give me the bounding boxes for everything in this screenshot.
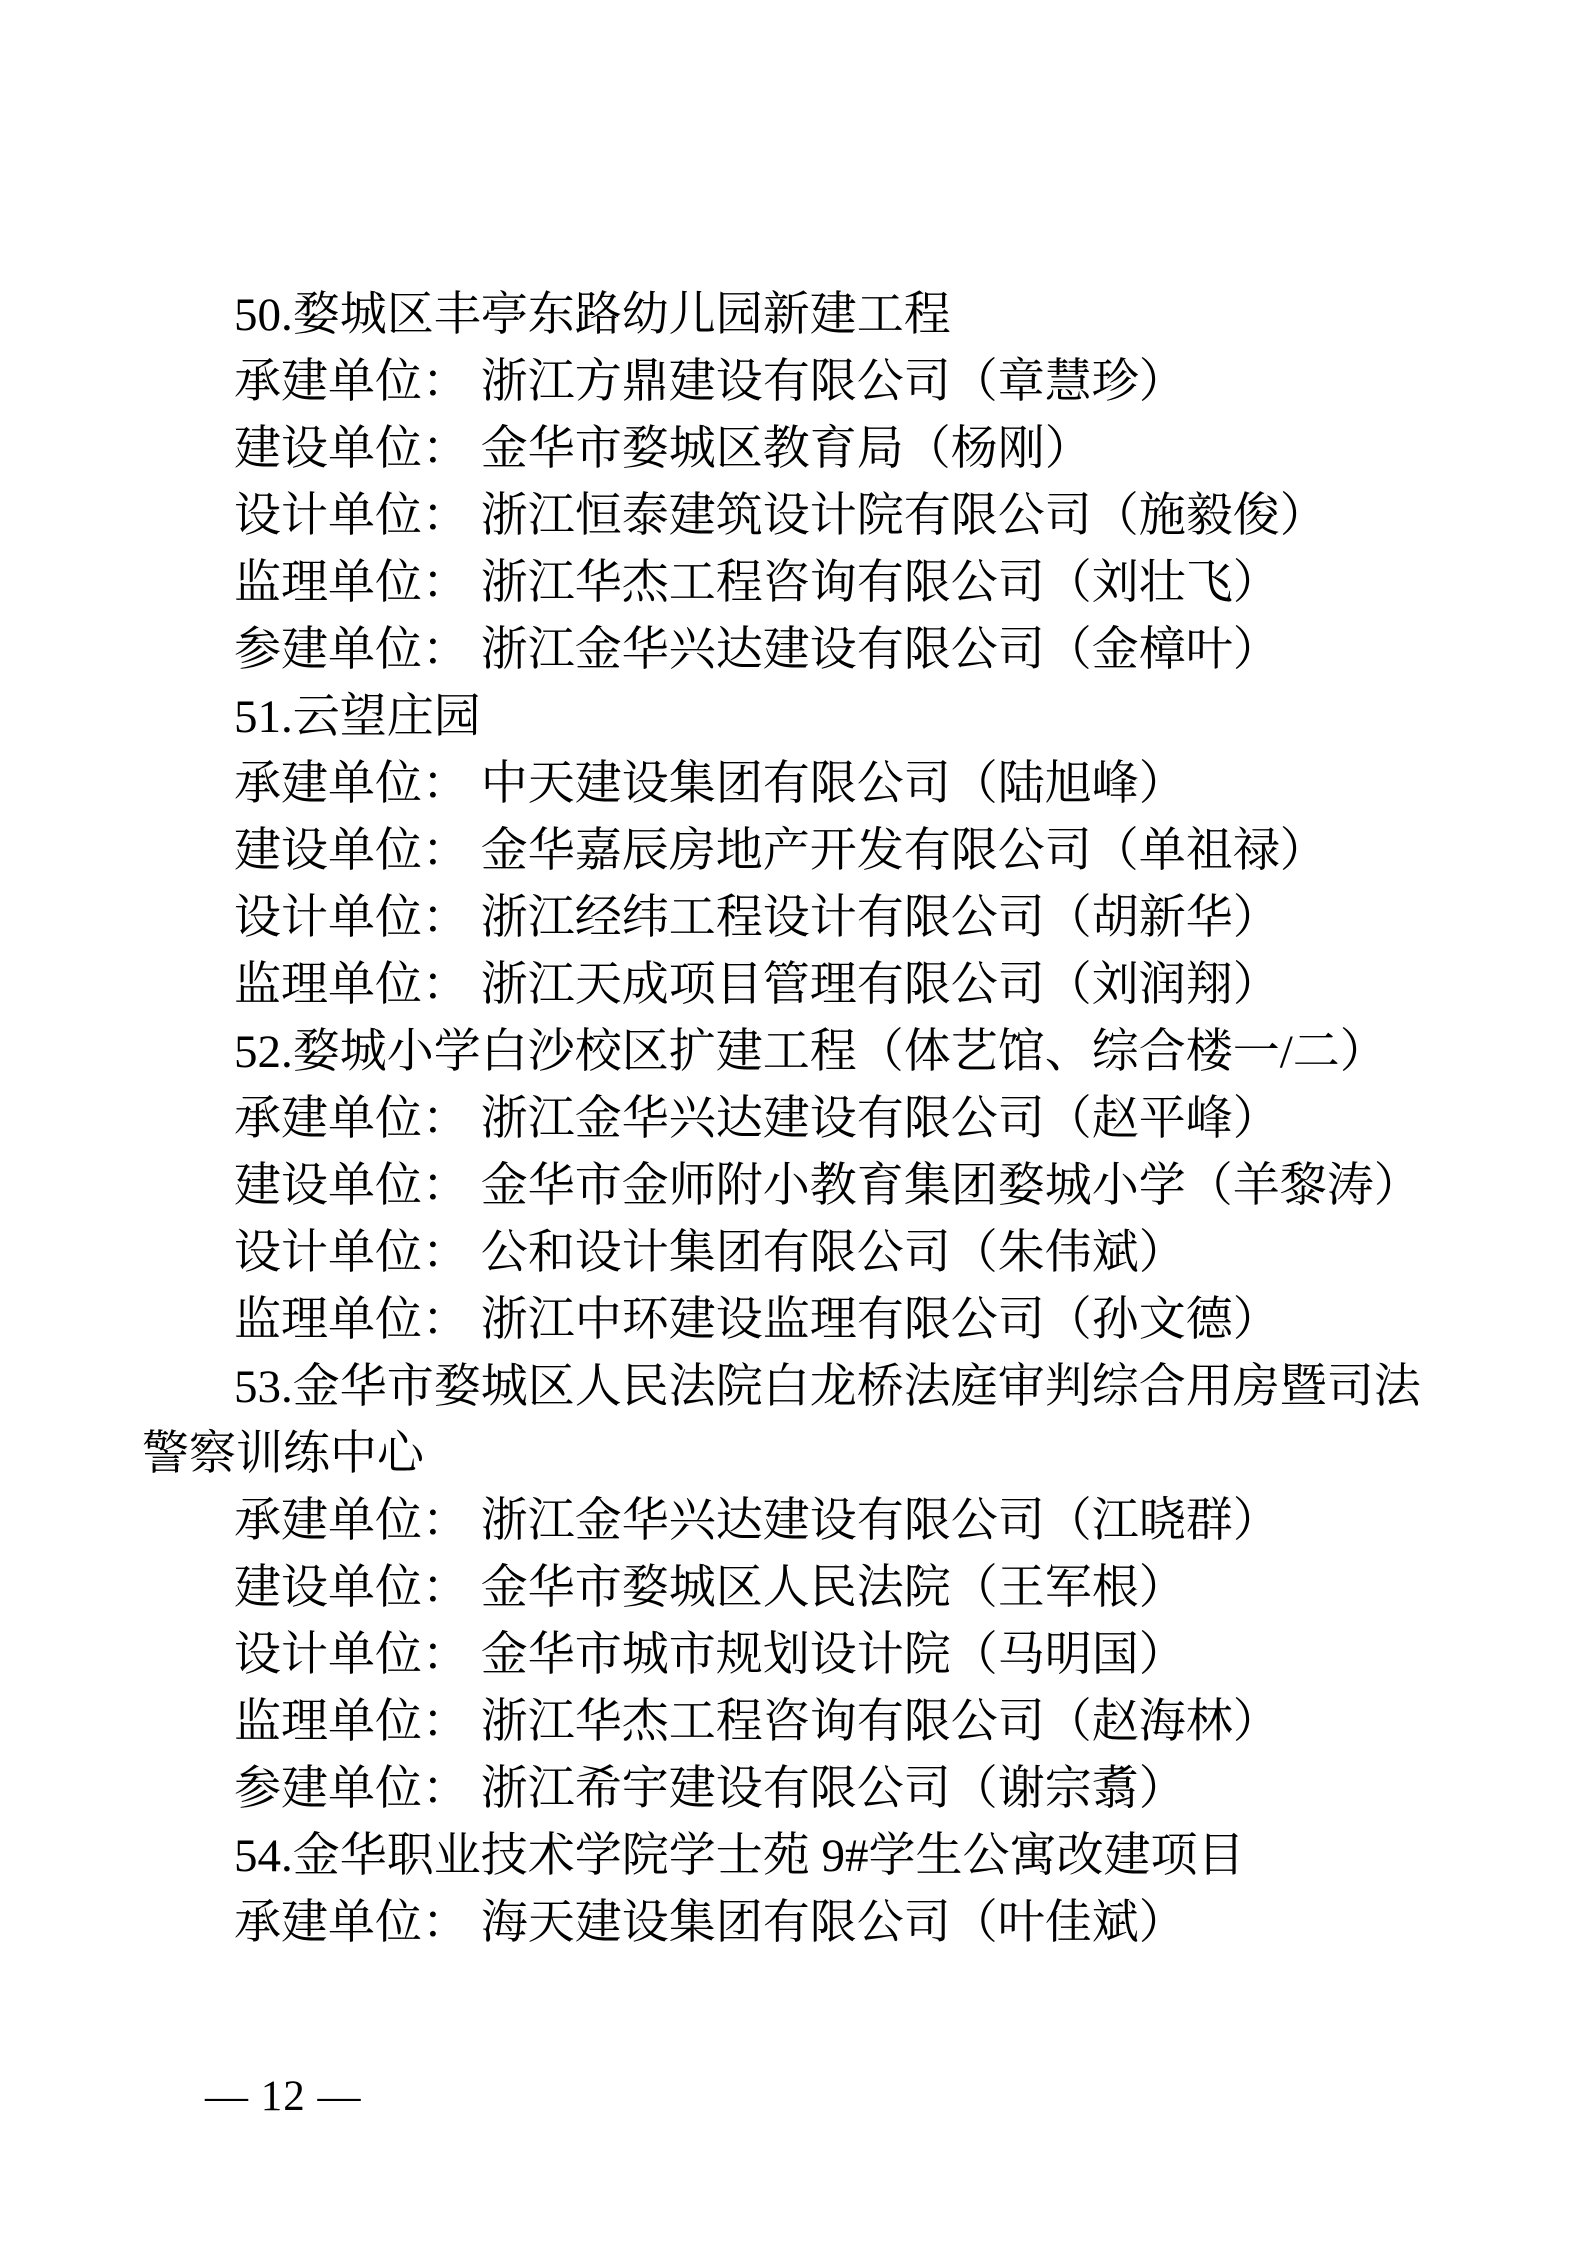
document-line: 53.金华市婺城区人民法院白龙桥法庭审判综合用房暨司法 — [234, 1361, 1421, 1413]
document-line: 承建单位： 海天建设集团有限公司（叶佳斌） — [234, 1897, 1186, 1949]
document-line: 承建单位： 中天建设集团有限公司（陆旭峰） — [234, 758, 1186, 810]
document-line: 承建单位： 浙江金华兴达建设有限公司（赵平峰） — [234, 1093, 1280, 1145]
document-line: 设计单位： 金华市城市规划设计院（马明国） — [234, 1629, 1186, 1681]
document-line: 54.金华职业技术学院学士苑 9#学生公寓改建项目 — [234, 1830, 1245, 1882]
document-body — [142, 282, 1447, 1957]
page-number: — 12 — — [205, 2073, 362, 2120]
document-line: 承建单位： 浙江金华兴达建设有限公司（江晓群） — [234, 1495, 1280, 1547]
document-line: 建设单位： 金华市婺城区教育局（杨刚） — [234, 423, 1092, 475]
document-line: 设计单位： 浙江经纬工程设计有限公司（胡新华） — [234, 892, 1280, 944]
document-line: 监理单位： 浙江天成项目管理有限公司（刘润翔） — [234, 959, 1280, 1011]
document-line: 建设单位： 金华嘉辰房地产开发有限公司（单祖禄） — [234, 825, 1327, 877]
document-line: 参建单位： 浙江金华兴达建设有限公司（金樟叶） — [234, 624, 1280, 676]
document-line: 警察训练中心 — [142, 1428, 424, 1480]
document-line: 监理单位： 浙江中环建设监理有限公司（孙文德） — [234, 1294, 1280, 1346]
document-line: 建设单位： 金华市婺城区人民法院（王军根） — [234, 1562, 1186, 1614]
document-line: 设计单位： 公和设计集团有限公司（朱伟斌） — [234, 1227, 1186, 1279]
document-line: 51.云望庄园 — [234, 691, 481, 743]
document-line: 监理单位： 浙江华杰工程咨询有限公司（刘壮飞） — [234, 557, 1280, 609]
document-line: 设计单位： 浙江恒泰建筑设计院有限公司（施毅俊） — [234, 490, 1327, 542]
document-line: 承建单位： 浙江方鼎建设有限公司（章慧珍） — [234, 356, 1186, 408]
document-line: 52.婺城小学白沙校区扩建工程（体艺馆、综合楼一/二） — [234, 1026, 1387, 1078]
document-line: 50.婺城区丰亭东路幼儿园新建工程 — [234, 289, 951, 341]
document-line: 监理单位： 浙江华杰工程咨询有限公司（赵海林） — [234, 1696, 1280, 1748]
document-line: 参建单位： 浙江希宇建设有限公司（谢宗翥） — [234, 1763, 1186, 1815]
document-line: 建设单位： 金华市金师附小教育集团婺城小学（羊黎涛） — [234, 1160, 1421, 1212]
